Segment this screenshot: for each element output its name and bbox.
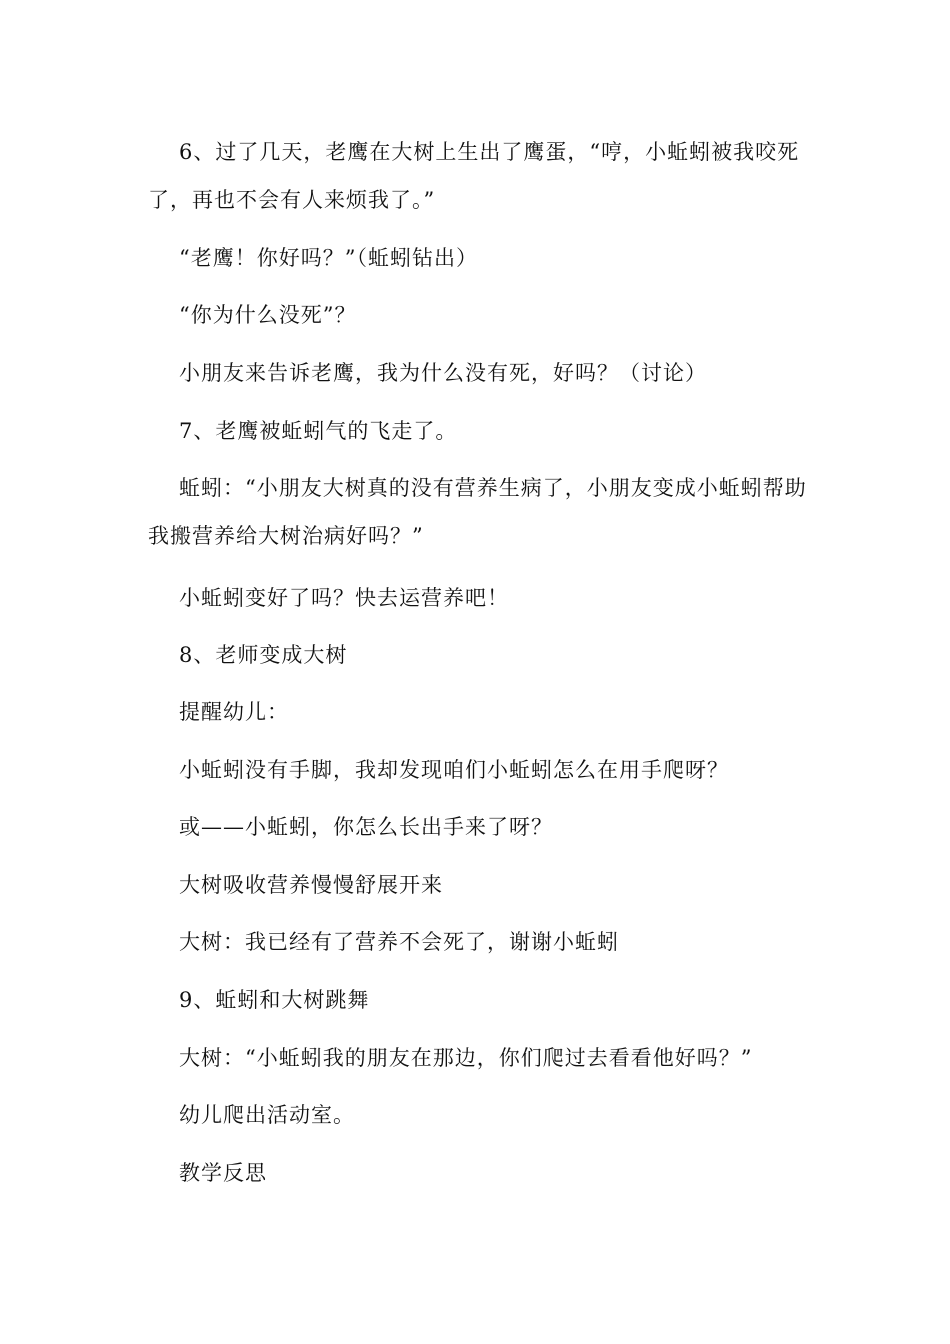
paragraph-children-tell-eagle: 小朋友来告诉老鹰，我为什么没有死，好吗？（讨论） [179, 361, 707, 385]
paragraph-grew-hands: 或——小蚯蚓，你怎么长出手来了呀？ [179, 815, 553, 839]
paragraph-teaching-reflection: 教学反思 [179, 1161, 267, 1185]
paragraph-tree-thanks: 大树：我已经有了营养不会死了，谢谢小蚯蚓 [179, 930, 619, 954]
paragraph-why-not-dead: “你为什么没死”？ [179, 303, 357, 327]
paragraph-step-8: 8、老师变成大树 [179, 643, 348, 667]
paragraph-transport-nutrients: 小蚯蚓变好了吗？快去运营养吧！ [179, 586, 509, 610]
paragraph-tree-stretches: 大树吸收营养慢慢舒展开来 [179, 873, 443, 897]
paragraph-step-9: 9、蚯蚓和大树跳舞 [179, 988, 370, 1012]
paragraph-step-7: 7、老鹰被蚯蚓气的飞走了。 [179, 419, 458, 443]
paragraph-tree-friend: 大树：“小蚯蚓我的朋友在那边，你们爬过去看看他好吗？” [179, 1046, 753, 1070]
paragraph-step-6: 6、过了几天，老鹰在大树上生出了鹰蛋，“哼，小蚯蚓被我咬死了，再也不会有人来烦我了。” [148, 140, 800, 212]
paragraph-remind-children: 提醒幼儿： [179, 700, 289, 724]
paragraph-children-crawl-out: 幼儿爬出活动室。 [179, 1103, 355, 1127]
paragraph-eagle-greeting: “老鹰！你好吗？”（蚯蚓钻出） [179, 246, 478, 270]
paragraph-no-hands: 小蚯蚓没有手脚，我却发现咱们小蚯蚓怎么在用手爬呀？ [179, 758, 729, 782]
paragraph-earthworm-request: 蚯蚓：“小朋友大树真的没有营养生病了，小朋友变成小蚯蚓帮助我搬营养给大树治病好吗？” [148, 476, 807, 548]
